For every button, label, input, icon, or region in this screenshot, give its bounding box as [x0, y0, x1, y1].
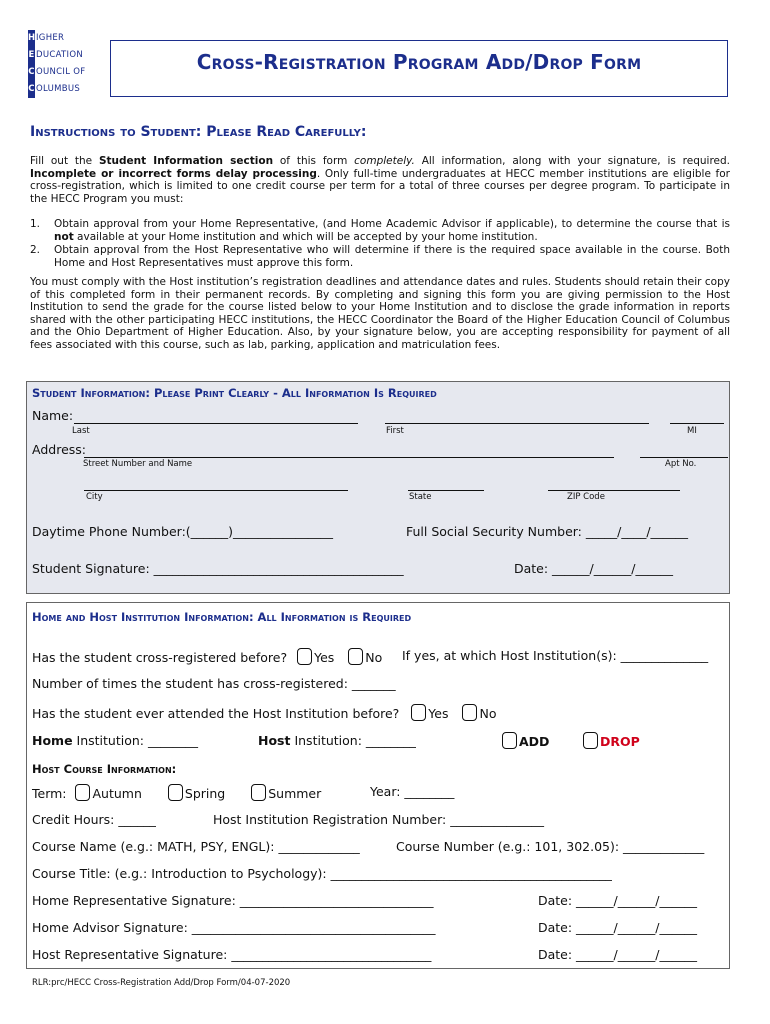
cross-registered-yes-checkbox[interactable] — [297, 648, 312, 665]
phone-field[interactable]: Daytime Phone Number:(______)________________ — [32, 524, 334, 539]
instructions-paragraph-2: You must comply with the Host institution’s registration deadlines and attendance dates and rules. Students should retain their copy of this completed form in their permanent records. By completing and signing this form you are giving permission to the Host Institution to send the grade for the course listed below to your Home Institution and to disclose the grade information in reports shared with the other participating HECC institutions, the HECC Coordinator the Board of the Higher Education Council of Columbus and the Ohio Department of Higher Education. Also, by your signature below, you are accepting responsibility for payment of all fees associated with this course, such as lab, parking, application and matriculation fees. — [30, 276, 730, 351]
street-caption: Street Number and Name — [83, 459, 193, 469]
student-date-field[interactable]: Date: ______/______/______ — [514, 561, 673, 576]
home-advisor-date-field[interactable]: Date: ______/______/______ — [538, 920, 697, 935]
course-title-field[interactable]: Course Title: (e.g.: Introduction to Psychology): _____________________________________________ — [32, 866, 612, 881]
instructions-heading: Instructions to Student: Please Read Carefully: — [30, 124, 367, 140]
address-label: Address: — [32, 442, 86, 457]
credit-hours-field[interactable]: Credit Hours: ______ — [32, 812, 156, 827]
instruction-item-1: 1. Obtain approval from your Home Representative, (and Home Academic Advisor if applicable), to determine the course that is not available at your Home institution and which will be accepted by your home institution. — [30, 218, 730, 243]
home-representative-signature-field[interactable]: Home Representative Signature: _______________________________ — [32, 893, 434, 908]
name-label: Name: — [32, 408, 74, 423]
page-title: Cross-Registration Program Add/Drop Form — [196, 50, 642, 74]
city-field[interactable] — [84, 476, 348, 491]
drop-option: DROP — [583, 732, 640, 749]
host-registration-number-field[interactable]: Host Institution Registration Number: _______________ — [213, 812, 544, 827]
instructions-paragraph-1: Fill out the Student Information section of this form completely. All information, along with your signature, is required. Incomplete or incorrect forms delay processing. Only full-time undergraduates at HECC member institutions are eligible for cross-registration, which is limited to one credit course per term for a total of three courses per degree program. To participate in the HECC Program you must: — [30, 155, 731, 205]
host-institution-field[interactable]: Host Institution: ________ — [258, 733, 416, 748]
add-checkbox[interactable] — [502, 732, 517, 749]
home-institution-field[interactable]: Home Institution: ________ — [32, 733, 198, 748]
host-representative-date-field[interactable]: Date: ______/______/______ — [538, 947, 697, 962]
ssn-field[interactable]: Full Social Security Number: _____/____/______ — [406, 524, 689, 539]
first-name-field[interactable] — [385, 409, 649, 424]
zip-field[interactable] — [548, 476, 680, 491]
times-cross-registered-field[interactable]: Number of times the student has cross-registered: _______ — [32, 676, 396, 691]
instruction-item-2: 2. Obtain approval from the Host Representative who will determine if there is the required space available in the course. Both Home and Host Representatives must approve this form. — [30, 244, 730, 269]
student-signature-field[interactable]: Student Signature: ________________________________________ — [32, 561, 404, 576]
state-caption: State — [409, 492, 432, 502]
hecc-logo: HIGHER EDUCATION COUNCIL OF COLUMBUS — [28, 30, 108, 100]
add-option: ADD — [502, 732, 549, 749]
student-information-heading: Student Information: Please Print Clearly - All Information Is Required — [32, 386, 437, 400]
year-field[interactable]: Year: ________ — [370, 784, 455, 799]
host-representative-signature-field[interactable]: Host Representative Signature: ________________________________ — [32, 947, 432, 962]
attended-no-checkbox[interactable] — [462, 704, 477, 721]
apt-caption: Apt No. — [665, 459, 697, 469]
course-number-field[interactable]: Course Number (e.g.: 101, 302.05): _____________ — [396, 839, 705, 854]
attended-yes-checkbox[interactable] — [411, 704, 426, 721]
autumn-checkbox[interactable] — [75, 784, 90, 801]
term-row: Term: Autumn Spring Summer — [32, 786, 322, 801]
middle-initial-field[interactable] — [670, 409, 724, 424]
zip-caption: ZIP Code — [567, 492, 605, 502]
home-representative-date-field[interactable]: Date: ______/______/______ — [538, 893, 697, 908]
institution-information-heading: Home and Host Institution Information: All Information is Required — [32, 610, 412, 624]
state-field[interactable] — [408, 476, 484, 491]
last-name-caption: Last — [72, 426, 90, 436]
home-advisor-signature-field[interactable]: Home Advisor Signature: _______________________________________ — [32, 920, 436, 935]
drop-checkbox[interactable] — [583, 732, 598, 749]
mi-caption: MI — [687, 426, 697, 436]
spring-checkbox[interactable] — [168, 784, 183, 801]
course-name-field[interactable]: Course Name (e.g.: MATH, PSY, ENGL): _____________ — [32, 839, 360, 854]
cross-registered-no-checkbox[interactable] — [348, 648, 363, 665]
last-name-field[interactable] — [74, 409, 358, 424]
q-attended-host-before: Has the student ever attended the Host Institution before? Yes No — [32, 706, 497, 721]
street-field[interactable] — [84, 443, 614, 458]
host-course-heading: Host Course Information: — [32, 762, 177, 776]
apt-field[interactable] — [640, 443, 728, 458]
footer-reference: RLR:prc/HECC Cross-Registration Add/Drop Form/04-07-2020 — [32, 978, 291, 988]
city-caption: City — [86, 492, 103, 502]
first-name-caption: First — [386, 426, 404, 436]
host-institutions-field[interactable]: If yes, at which Host Institution(s): ______________ — [402, 648, 709, 663]
summer-checkbox[interactable] — [251, 784, 266, 801]
q-cross-registered-before: Has the student cross-registered before? Yes No — [32, 650, 383, 665]
